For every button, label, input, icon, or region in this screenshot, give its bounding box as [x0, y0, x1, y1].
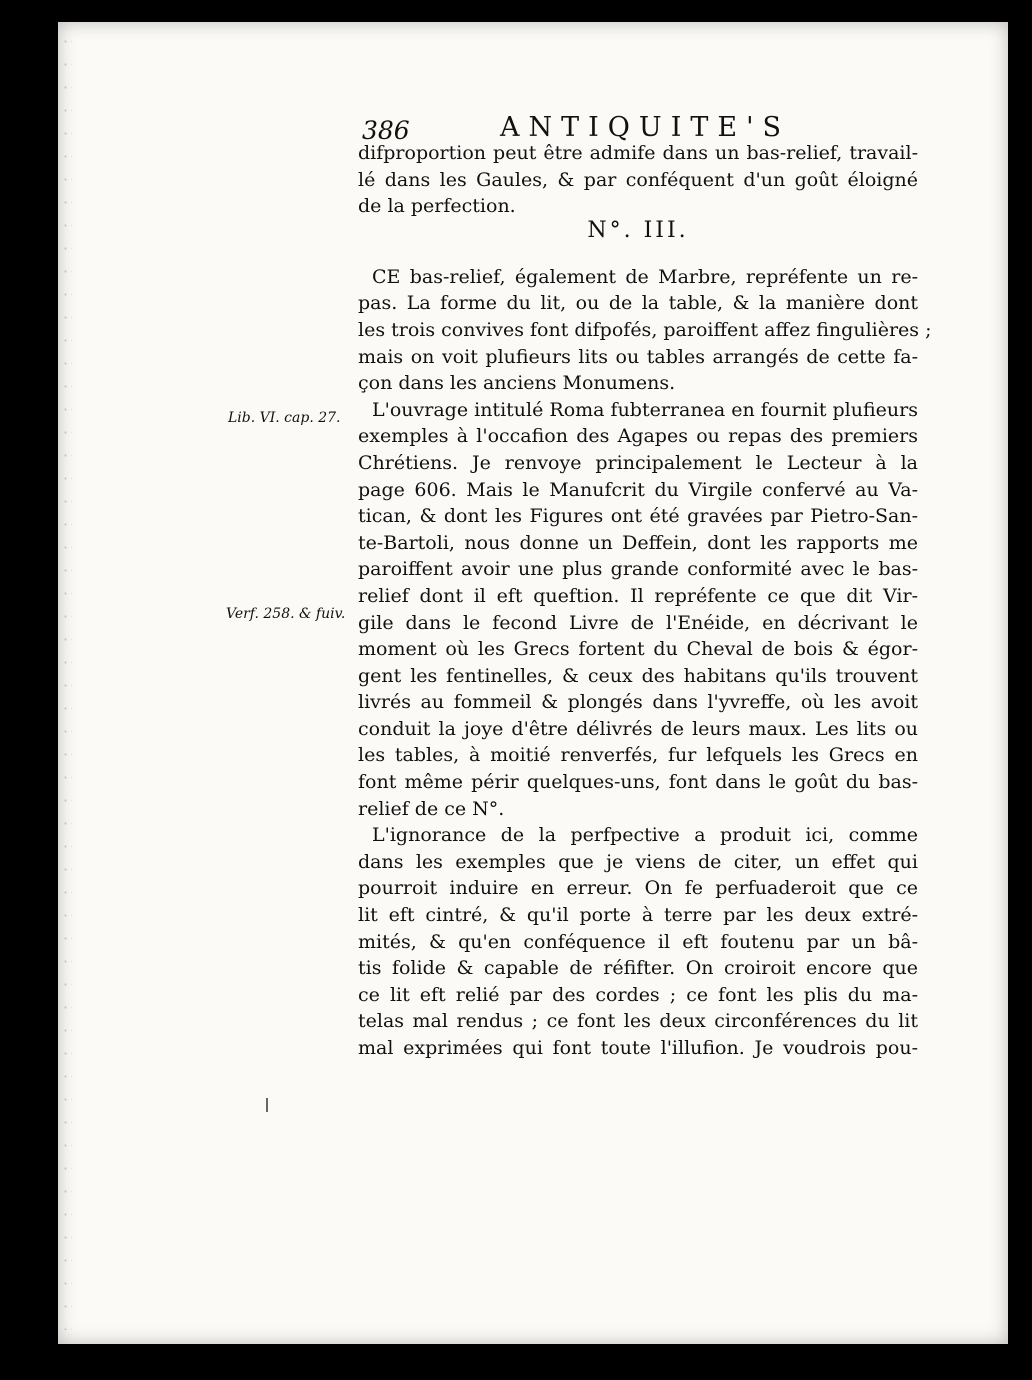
scan-mark	[266, 1098, 268, 1112]
text-line: dans les exemples que je viens de citer, un effet qui	[358, 850, 918, 873]
text-line: tican, & dont les Figures ont été gravées par Pietro-San-	[358, 505, 918, 528]
text-line: difproportion peut être admife dans un bas-relief, travail-	[358, 142, 918, 164]
text-line: mités, & qu'en conféquence il eft foutenu par un bâ-	[358, 930, 918, 953]
text-line: paroiffent avoir une plus grande conformité avec le bas-	[358, 558, 918, 581]
body-text	[358, 140, 932, 1062]
page-number: 386	[362, 116, 410, 145]
text-line: pas. La forme du lit, ou de la table, & la manière dont	[358, 292, 918, 315]
text-line: livrés au fommeil & plongés dans l'yvreffe, où les avoit	[358, 691, 918, 714]
text-line: lit eft cintré, & qu'il porte à terre par les deux extré-	[358, 904, 918, 927]
text-line: ce lit eft relié par des cordes ; ce font les plis du ma-	[358, 983, 918, 1006]
text-line: relief dont il eft queftion. Il repréfente ce que dit Vir-	[358, 584, 918, 607]
text-line: te-Bartoli, nous donne un Deffein, dont les rapports me	[358, 531, 918, 554]
text-line: exemples à l'occafion des Agapes ou repas des premiers	[358, 425, 918, 448]
section-heading: N°. III.	[587, 217, 689, 243]
text-line: moment où les Grecs fortent du Cheval de bois & égor-	[358, 638, 918, 661]
running-title: ANTIQUITE'S	[500, 112, 790, 143]
text-line: conduit la joye d'être délivrés de leurs maux. Les lits ou	[358, 717, 918, 740]
text-line: les trois convives font difpofés, paroiffent affez fingulières ;	[358, 318, 932, 341]
margin-note-verf: Verf. 258. & fuiv.	[226, 606, 346, 622]
page-edge-texture	[62, 30, 72, 1330]
text-line: L'ouvrage intitulé Roma fubterranea en fournit plufieurs	[372, 398, 918, 421]
text-line: Chrétiens. Je renvoye principalement le Lecteur à la	[358, 451, 918, 474]
text-line: de la perfection.	[358, 195, 516, 218]
text-line: tis folide & capable de réfifter. On croiroit encore que	[358, 957, 918, 980]
text-line: gent les fentinelles, & ceux des habitans qu'ils trouvent	[358, 664, 918, 687]
text-line: L'ignorance de la perfpective a produit ici, comme	[372, 824, 918, 847]
text-line: page 606. Mais le Manufcrit du Virgile confervé au Va-	[358, 478, 918, 501]
text-line: font même périr quelques-uns, font dans le goût du bas-	[358, 771, 918, 794]
text-line: çon dans les anciens Monumens.	[358, 372, 676, 395]
text-line: les tables, à moitié renverfés, fur lefquels les Grecs en	[358, 744, 918, 767]
text-line: telas mal rendus ; ce font les deux circonférences du lit	[358, 1010, 918, 1033]
text-line: relief de ce N°.	[358, 797, 505, 820]
margin-note-lib: Lib. VI. cap. 27.	[228, 410, 341, 426]
text-line: mais on voit plufieurs lits ou tables arrangés de cette fa-	[358, 345, 918, 368]
text-line: gile dans le fecond Livre de l'Enéide, en décrivant le	[358, 611, 918, 634]
text-line: CE bas-relief, également de Marbre, repréfente un re-	[372, 265, 918, 288]
text-line: mal exprimées qui font toute l'illufion. Je voudrois pou-	[358, 1037, 918, 1059]
text-line: pourroit induire en erreur. On fe perfuaderoit que ce	[358, 877, 918, 900]
text-line: lé dans les Gaules, & par conféquent d'un goût éloigné	[358, 168, 918, 191]
